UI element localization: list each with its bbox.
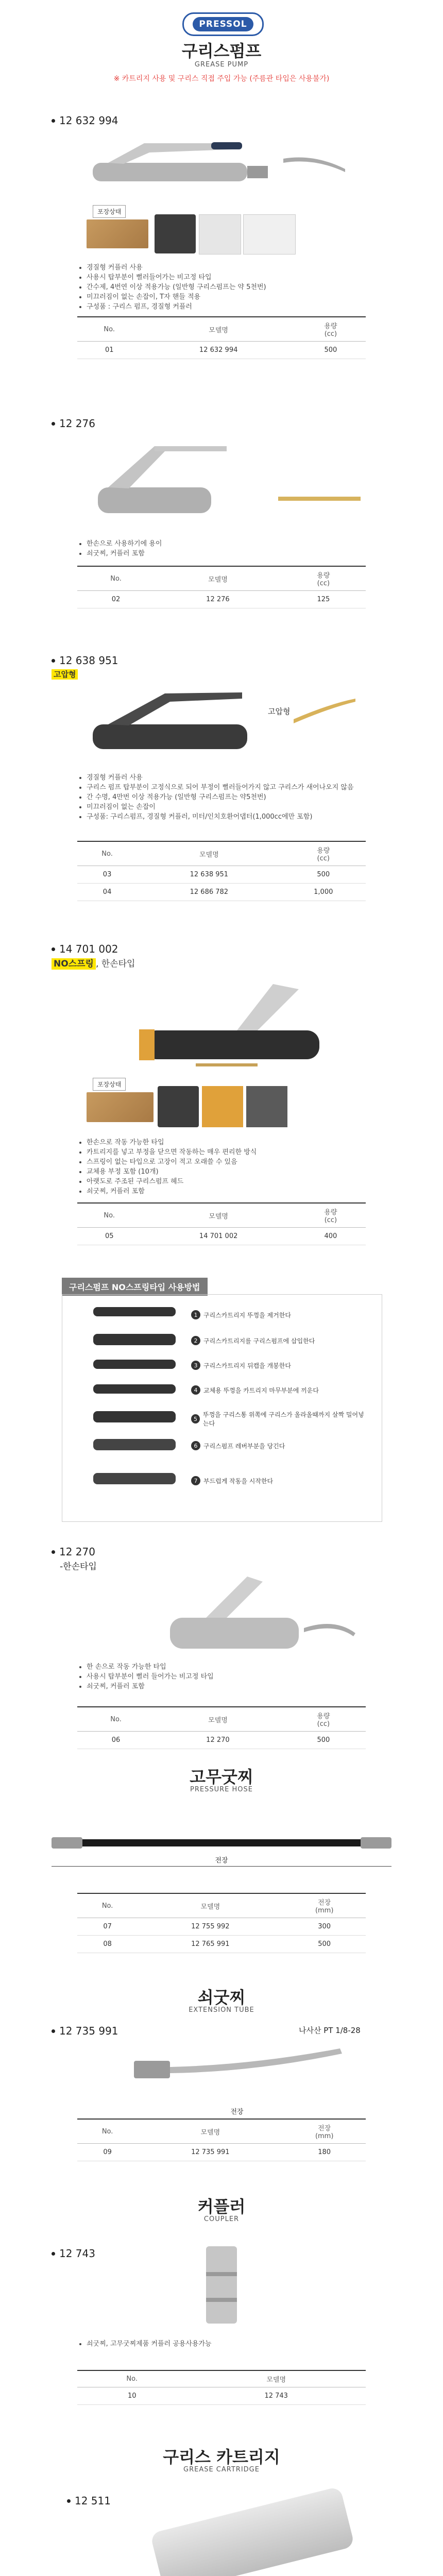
table-row: 01 12 632 994 500 <box>77 342 366 359</box>
table-row: 06 12 270 500 <box>77 1732 366 1749</box>
guide-step-3: 3 구리스카트리지 뒤캡을 개봉한다 <box>191 1361 291 1370</box>
product-2-features: • 한손으로 사용하기에 용이 • 쇠굿찌, 커플러 포함 <box>77 539 375 558</box>
table-row: 09 12 735 991 180 <box>77 2144 366 2161</box>
cartridge-image <box>150 2486 355 2576</box>
handle-detail-image <box>246 1086 287 1127</box>
coupler-title: 커플러 <box>197 2197 246 2216</box>
coupler-table: No. 모델명 10 12 743 <box>77 2370 366 2405</box>
extension-tube-image <box>124 2038 350 2100</box>
grease-gun-image <box>77 138 366 200</box>
usage-guide-box <box>62 1294 382 1522</box>
pack-label: 포장상태 <box>93 205 126 218</box>
grease-gun-image <box>77 969 366 1072</box>
coupler-detail-image <box>199 214 241 255</box>
cartridge-image <box>93 1384 176 1394</box>
length-dimension-line <box>52 1866 391 1867</box>
bullet-dot-icon <box>67 2499 71 2503</box>
table-row: 07 12 755 992 300 <box>77 1918 366 1936</box>
coupler-features: • 쇠굿찌, 고무굿찌제품 커플러 공용사용가능 <box>77 2339 375 2349</box>
product-code-12743: 12 743 <box>52 2247 95 2260</box>
table-row: 05 14 701 002 400 <box>77 1228 366 1245</box>
product-3-features: • 경질형 커플러 사용 • 구리스 펌프 탑부분이 고정식으로 되어 부정이 뻘러들어가지 않고 구리스가 새어나오지 않음 • 간 수명, 4만번 이상 적용가능 (일반형 구리스펌프는 약5천번) • 미끄러짐이 없는 손잡이 • 구성품: 구리스펌프, 경질형 커플러, 미터/인치호환어댑터(1,000cc에만 포함) <box>77 773 375 822</box>
length-label: 전장 <box>230 2108 244 2116</box>
table-row: 03 12 638 951 500 <box>77 866 366 884</box>
handle-detail-image <box>243 214 296 255</box>
bullet-dot-icon <box>52 119 55 123</box>
coupler-image <box>196 2241 247 2329</box>
cartridge-title: 구리스 카트리지 <box>163 2447 280 2467</box>
bullet-dot-icon <box>52 2029 55 2033</box>
bullet-dot-icon <box>52 2252 55 2256</box>
product-code-12638951: 12 638 951 <box>52 654 118 667</box>
product-1-features: • 경질형 커플러 사용 • 사용시 탑부분이 뻘러들어가는 비고정 타입 • 간수제, 4번연 이상 적용가능 (일반형 구리스펌프는 약 5천번) • 미끄러짐이 없는 손잡이, T자 핸들 적용 • 구성품 : 구리스 펌프, 경질형 커플러 <box>77 263 375 312</box>
table-row: 04 12 686 782 1,000 <box>77 884 366 901</box>
table-row: 10 12 743 <box>77 2387 366 2405</box>
product-4-features: • 한손으로 작동 가능한 타입 • 카트리지를 넣고 부정을 닫으면 작동하는 매우 편리한 방식 • 스프링이 없는 타입으로 고장이 적고 오래쓸 수 있음 • 교체용 부정 포함 (10개) • 아랫도로 주조된 구리스펌프 헤드 • 쇠굿찌, 커플러 포함 <box>77 1138 375 1196</box>
cartridge-image <box>93 1307 176 1316</box>
cartridge-image <box>93 1334 176 1345</box>
guide-step-4: 4 교체용 뚜껑을 카트리지 마무부분에 끼운다 <box>191 1385 319 1395</box>
product-5-features: • 한 손으로 작동 가능한 타입 • 사용시 탑부분이 뻘러 들어가는 비고정 타입 • 쇠굿찌, 커플러 포함 <box>77 1662 375 1691</box>
product-2-table: No. 모델명 용량 (cc) 02 12 276 125 <box>77 566 366 608</box>
high-pressure-tag: 고압형 <box>52 669 78 680</box>
product-code-12276: 12 276 <box>52 417 95 430</box>
hose-table: No. 모델명 전장 (mm) 07 12 755 992 300 08 12 765 991 500 <box>77 1893 366 1953</box>
brand-logo <box>182 12 264 36</box>
product-4-table: No. 모델명 용량 (cc) 05 14 701 002 400 <box>77 1202 366 1245</box>
no-spring-tag: NO스프링 , 한손타입 <box>52 956 135 969</box>
gun-head-image <box>155 214 196 253</box>
package-box-image <box>87 219 148 248</box>
one-hand-type-label: -한손타입 <box>60 1562 97 1572</box>
usage-notice: ※ 카트리지 사용 및 구리스 직접 주입 가능 (주름관 타입은 사용불가) <box>113 75 330 83</box>
high-pressure-callout: 고압형 <box>268 707 291 716</box>
table-row: 02 12 276 125 <box>77 591 366 608</box>
guide-step-7: 7 부드럽게 작동을 시작한다 <box>191 1476 273 1485</box>
gun-image <box>93 1473 176 1484</box>
cartridge-subtitle: GREASE CARTRIDGE <box>183 2466 260 2473</box>
usage-guide-title: 구리스펌프 NO스프링타입 사용방법 <box>62 1278 208 1296</box>
hose-image <box>57 1839 386 1846</box>
gun-head-image <box>158 1086 199 1127</box>
pack-label: 포장상태 <box>93 1078 126 1091</box>
tube-subtitle: EXTENSION TUBE <box>189 2006 254 2014</box>
grease-gun-image <box>77 431 366 529</box>
guide-step-6: 6 구리스펌프 레버부분을 당긴다 <box>191 1441 285 1450</box>
grease-gun-image <box>77 1566 366 1669</box>
package-box-image <box>87 1092 154 1122</box>
coupler-subtitle: COUPLER <box>203 2215 240 2223</box>
gun-image <box>93 1411 176 1422</box>
cartridge-image <box>93 1360 176 1369</box>
thread-label: 나사산 PT 1/8-28 <box>299 2026 361 2035</box>
logo-text: PRESSOL <box>193 17 253 31</box>
guide-step-2: 2 구리스카트리지를 구리스펌프에 삽입한다 <box>191 1336 315 1345</box>
product-code-12270: 12 270 <box>52 1546 95 1558</box>
product-1-table: No. 모델명 용량 (cc) 01 12 632 994 500 <box>77 316 366 359</box>
bullet-dot-icon <box>52 1550 55 1554</box>
hose-fitting-image <box>52 1837 82 1849</box>
bullet-dot-icon <box>52 659 55 663</box>
table-row: 08 12 765 991 500 <box>77 1936 366 1953</box>
gun-image <box>93 1439 176 1450</box>
page-title: 구리스펌프 <box>181 41 262 61</box>
guide-step-1: 1 구리스카트리지 뚜껑을 제거한다 <box>191 1310 291 1319</box>
product-code-12735991: 12 735 991 <box>52 2025 118 2037</box>
product-3-table: No. 모델명 용량 (cc) 03 12 638 951 500 04 12 686 782 1,000 <box>77 841 366 901</box>
product-code-12511: 12 511 <box>67 2495 111 2507</box>
hose-fitting-image <box>361 1837 391 1849</box>
tube-title: 쇠굿찌 <box>197 1988 246 2007</box>
bullet-dot-icon <box>52 422 55 426</box>
hose-title: 고무굿찌 <box>190 1767 253 1787</box>
product-code-12632994: 12 632 994 <box>52 114 118 127</box>
length-label: 전장 <box>215 1857 228 1865</box>
product-5-table: No. 모델명 용량 (cc) 06 12 270 500 <box>77 1706 366 1749</box>
guide-step-5: 5 뚜껑을 구리스통 위쪽에 구리스가 올라올때까지 살짝 밀어넣는다 <box>191 1410 366 1428</box>
bullet-dot-icon <box>52 947 55 951</box>
cap-detail-image <box>202 1086 243 1127</box>
page-subtitle: GREASE PUMP <box>194 61 249 69</box>
tube-table: No. 모델명 전장 (mm) 09 12 735 991 180 <box>77 2119 366 2161</box>
grease-gun-image <box>77 683 366 766</box>
hose-subtitle: PRESSURE HOSE <box>190 1786 253 1793</box>
product-code-14701002: 14 701 002 <box>52 943 118 955</box>
